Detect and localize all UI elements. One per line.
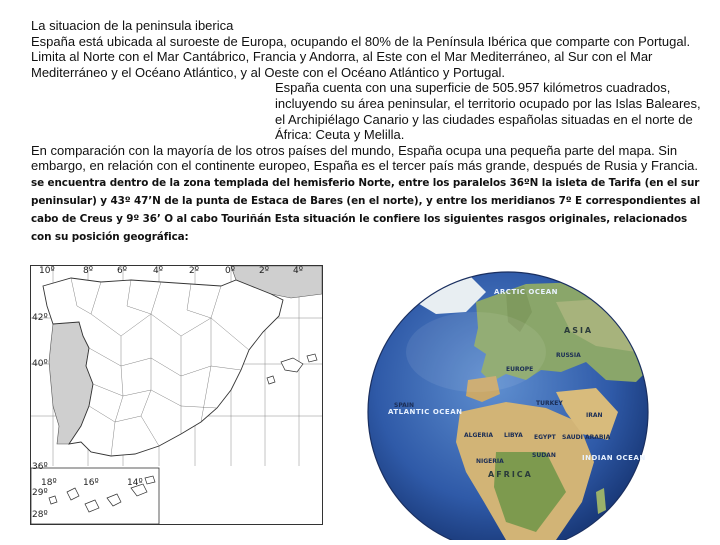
- top-tick: 4º: [293, 266, 303, 276]
- globe-highlight: [406, 312, 546, 392]
- top-tick: 10º: [39, 266, 55, 276]
- label-egypt: EGYPT: [534, 434, 556, 441]
- label-indian: INDIAN OCEAN: [582, 454, 646, 462]
- top-tick: 2º: [189, 266, 199, 276]
- document-title: La situacion de la peninsula iberica: [31, 18, 234, 33]
- label-africa: AFRICA: [488, 470, 533, 479]
- label-arctic: ARCTIC OCEAN: [494, 288, 559, 296]
- globe-drawing: [356, 262, 664, 540]
- label-russia: RUSSIA: [556, 352, 581, 359]
- paragraph-location: España está ubicada al suroeste de Europa, ocupando el 80% de la Península Ibérica que comparte con Portugal. Limita al Norte con el Mar Cantábrico, Francia y Andorra, al Este con el Mar Mediterráneo, al Sur con el Mar Mediterráneo y el Océano Atlántico, y al Oeste con el Océano Atlántico y Portugal.: [31, 33, 691, 80]
- label-algeria: ALGERIA: [464, 432, 493, 439]
- inset-left-tick: 29º: [32, 488, 48, 498]
- label-libya: LIBYA: [504, 432, 523, 439]
- inset-left-tick: 28º: [32, 510, 48, 520]
- left-tick: 36º: [32, 462, 48, 472]
- inset-tick: 18º: [41, 478, 57, 488]
- label-turkey: TURKEY: [536, 400, 563, 407]
- label-nigeria: NIGERIA: [476, 458, 504, 465]
- left-tick: 40º: [32, 359, 48, 369]
- label-spain: SPAIN: [394, 402, 415, 409]
- globe-map: [356, 262, 664, 540]
- left-tick: 42º: [32, 313, 48, 323]
- top-tick: 6º: [117, 266, 127, 276]
- label-asia: ASIA: [564, 326, 594, 335]
- label-arabia: SAUDI ARABIA: [562, 434, 611, 441]
- label-atlantic: ATLANTIC OCEAN: [388, 408, 463, 416]
- label-iran: IRAN: [586, 412, 603, 419]
- inset-tick: 16º: [83, 478, 99, 488]
- label-sudan: SUDAN: [532, 452, 556, 459]
- top-tick: 2º: [259, 266, 269, 276]
- text-block: [31, 18, 703, 246]
- paragraph-comparison: En comparación con la mayoría de los otros países del mundo, España ocupa una pequeña parte del mapa. Sin embargo, en relación con el continente europeo, España es el tercer país más grande, después de Rusia y Francia.: [31, 142, 699, 174]
- paragraph-area: España cuenta con una superficie de 505.957 kilómetros cuadrados, incluyendo su área peninsular, el territorio ocupado por las Islas Baleares, el Archipiélago Canario y las ciudades españolas situadas en el norte de África: Ceuta y Melilla.: [275, 80, 701, 143]
- inset-tick: 14º: [127, 478, 143, 488]
- spain-map-drawing: [31, 266, 322, 524]
- spain-map: [30, 265, 323, 525]
- label-europe: EUROPE: [506, 366, 534, 373]
- top-tick: 4º: [153, 266, 163, 276]
- balearic-islands: [267, 354, 317, 384]
- canary-inset: [31, 468, 159, 524]
- paragraph-coordinates: se encuentra dentro de la zona templada del hemisferio Norte, entre los paralelos 36ºN la isleta de Tarifa (en el sur peninsular) y 43º 47’N de la punta de Estaca de Bares (en el norte), y entre los meridianos 7º E correspondientes al cabo de Creus y 9º 36’ O al cabo Touriñán Esta situación le confiere los siguientes rasgos originales, relacionados con su posición geográfica:: [31, 176, 701, 243]
- top-tick: 0º: [225, 266, 235, 276]
- top-tick: 8º: [83, 266, 93, 276]
